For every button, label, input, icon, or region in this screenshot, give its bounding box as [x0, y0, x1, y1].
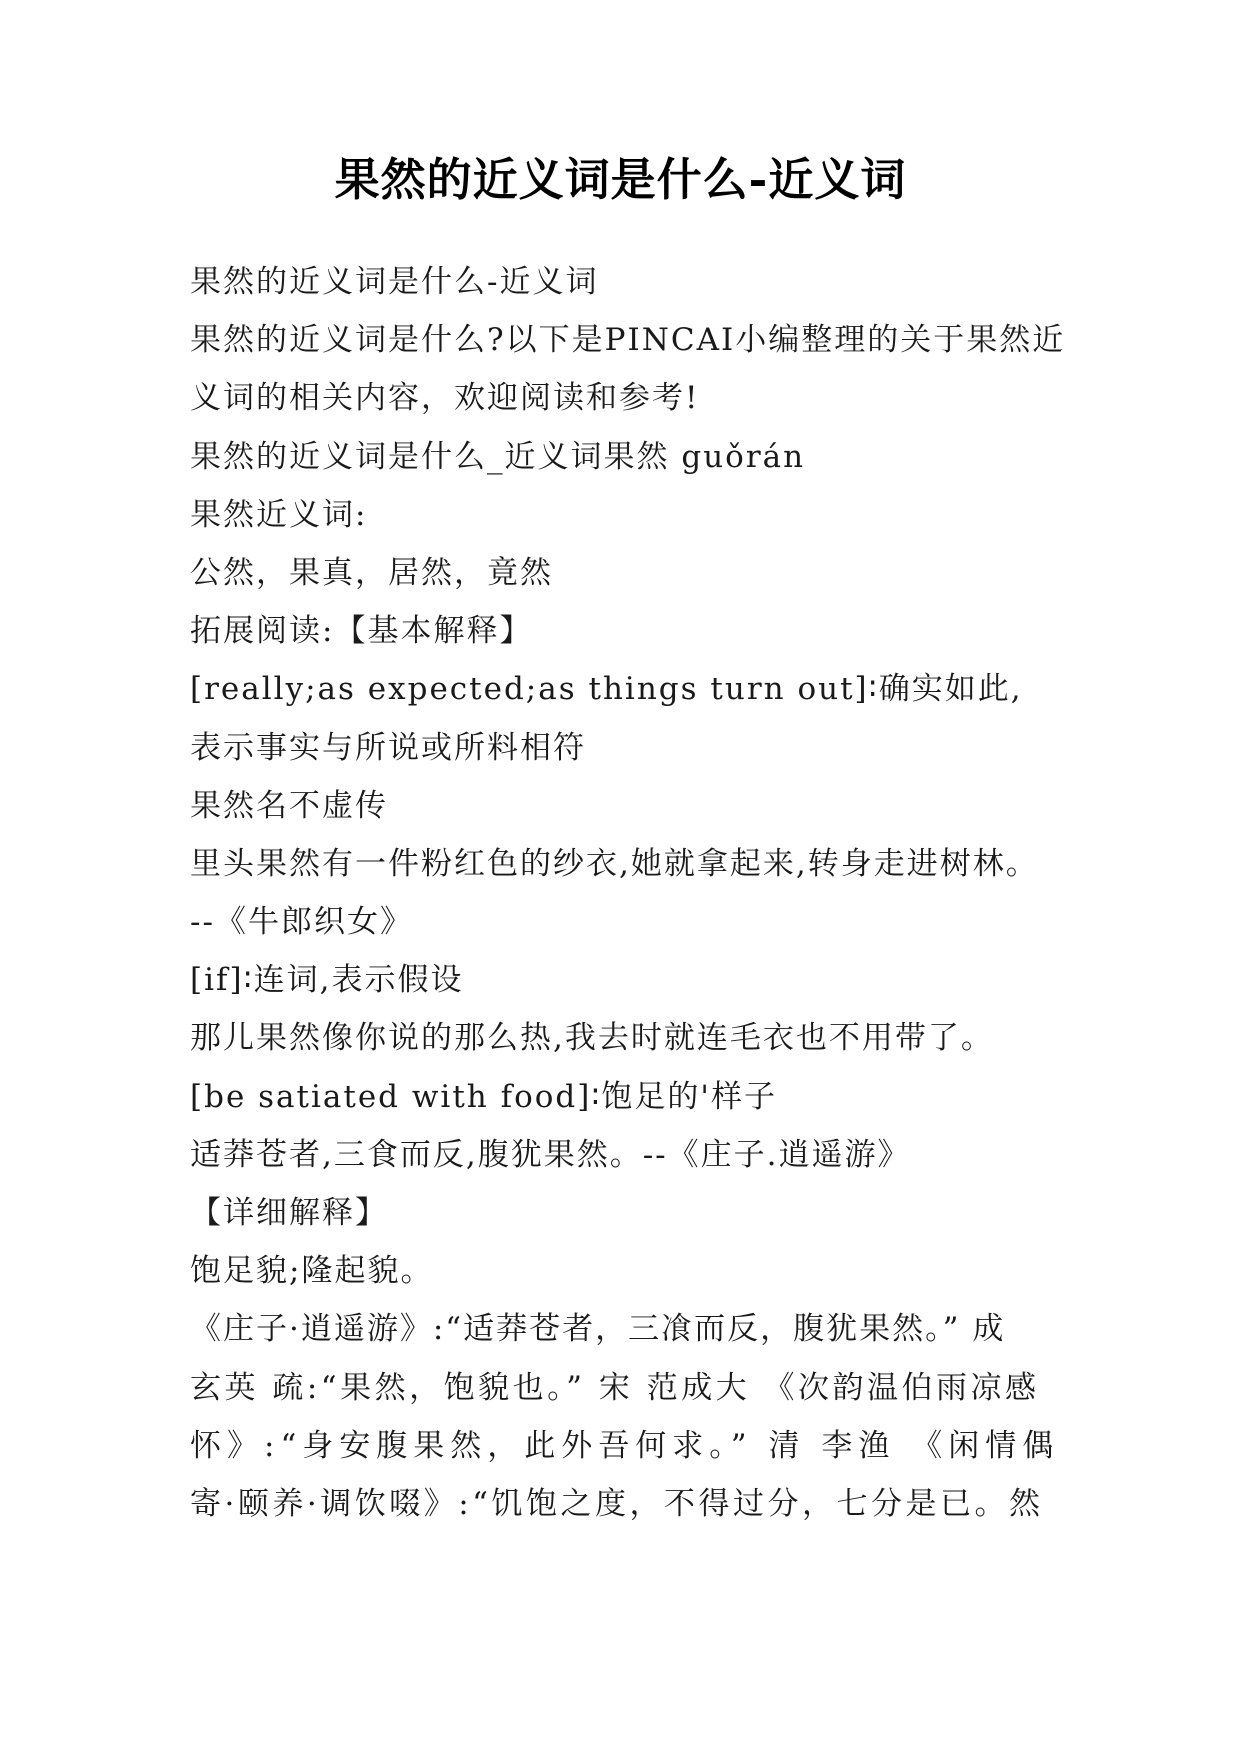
paragraph-line: [be satiated with food]∶饱足的'样子 [190, 1078, 777, 1115]
paragraph-line: 《庄子·逍遥游》:“适莽苍者，三飡而反，腹犹果然。” 成 [190, 1311, 1006, 1348]
paragraph-line: [if]∶连词,表示假设 [190, 962, 464, 999]
paragraph-line: 适莽苍者,三食而反,腹犹果然。--《庄子.逍遥游》 [190, 1136, 911, 1173]
paragraph-line: 果然名不虚传 [190, 787, 388, 824]
paragraph-line: 玄英 疏:“果然，饱貌也。” 宋 范成大 《次韵温伯雨凉感 [190, 1369, 1040, 1406]
paragraph-line: 果然的近义词是什么_近义词果然 guǒrán [190, 438, 806, 475]
paragraph-line: 怀》:“身安腹果然，此外吾何求。” 清 李渔 《闲情偶 [190, 1427, 1060, 1464]
paragraph-line: 果然的近义词是什么?以下是PINCAI小编整理的关于果然近 [190, 322, 1066, 359]
paragraph-line: 拓展阅读:【基本解释】 [190, 613, 533, 650]
paragraph-line: 表示事实与所说或所料相符 [190, 729, 586, 766]
paragraph-line: 公然，果真，居然，竟然 [190, 554, 553, 591]
document-title: 果然的近义词是什么-近义词 [334, 153, 907, 206]
paragraph-line: 饱足貌;隆起貌。 [190, 1253, 434, 1290]
paragraph-line: 义词的相关内容，欢迎阅读和参考! [190, 380, 700, 417]
paragraph-line: 【详细解释】 [190, 1195, 388, 1231]
paragraph-line: --《牛郎织女》 [190, 904, 413, 941]
document-body [190, 253, 1070, 1533]
paragraph-line: 果然近义词: [190, 496, 368, 533]
paragraph-line: 果然的近义词是什么-近义词 [190, 264, 599, 300]
paragraph-line: 寄·颐养·调饮啜》:“饥饱之度，不得过分，七分是已。然 [190, 1485, 1044, 1522]
paragraph-line: 那儿果然像你说的那么热,我去时就连毛衣也不用带了。 [190, 1020, 994, 1057]
paragraph-line: [really;as expected;as things turn out]∶确实如此, [190, 671, 1023, 708]
paragraph-line: 里头果然有一件粉红色的纱衣,她就拿起来,转身走进树林。 [190, 845, 1039, 882]
